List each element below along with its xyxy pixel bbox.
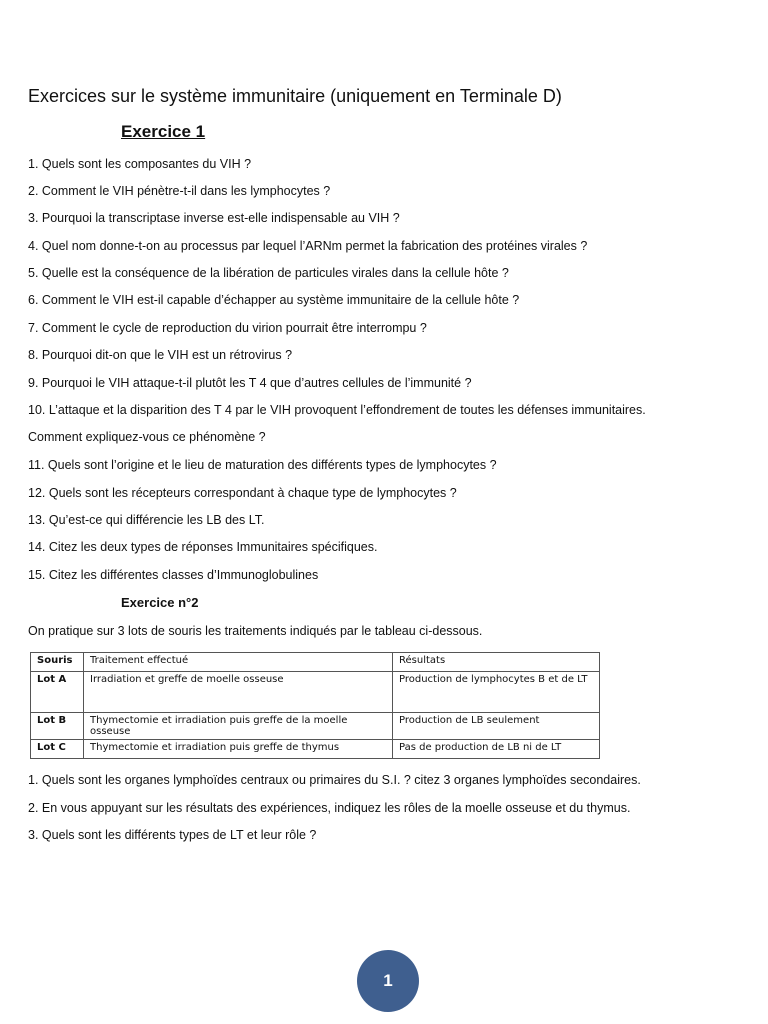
table-cell-result: Production de lymphocytes B et de LT <box>393 672 600 713</box>
ex1-question-continuation: Comment expliquez-vous ce phénomène ? <box>28 430 266 444</box>
ex1-question: 1. Quels sont les composantes du VIH ? <box>28 157 252 171</box>
table-cell-lot: Lot A <box>31 672 84 713</box>
ex1-question: 7. Comment le cycle de reproduction du virion pourrait être interrompu ? <box>28 321 427 335</box>
ex1-question: 4. Quel nom donne-t-on au processus par lequel l’ARNm permet la fabrication des protéines virales ? <box>28 239 588 253</box>
ex1-question: 11. Quels sont l’origine et le lieu de maturation des différents types de lymphocytes ? <box>28 458 497 472</box>
exercise-1-heading: Exercice 1 <box>121 122 206 141</box>
table-header-cell: Traitement effectué <box>84 653 393 672</box>
ex2-question: 1. Quels sont les organes lymphoïdes centraux ou primaires du S.I. ? citez 3 organes lymphoïdes secondaires. <box>28 773 641 787</box>
ex1-question: 5. Quelle est la conséquence de la libération de particules virales dans la cellule hôte ? <box>28 266 509 280</box>
results-table <box>30 652 600 759</box>
ex1-question: 13. Qu’est-ce qui différencie les LB des LT. <box>28 513 265 527</box>
table-header-cell: Résultats <box>393 653 600 672</box>
table-row <box>31 672 600 713</box>
table-cell-result: Production de LB seulement <box>393 713 600 740</box>
document-title: Exercices sur le système immunitaire (uniquement en Terminale D) <box>28 86 562 106</box>
table-row <box>31 713 600 740</box>
table-cell-treatment: Thymectomie et irradiation puis greffe de la moelle osseuse <box>84 713 393 740</box>
table-cell-treatment: Thymectomie et irradiation puis greffe de thymus <box>84 740 393 759</box>
ex1-question: 3. Pourquoi la transcriptase inverse est-elle indispensable au VIH ? <box>28 211 400 225</box>
ex2-question: 3. Quels sont les différents types de LT et leur rôle ? <box>28 828 317 842</box>
ex1-question: 8. Pourquoi dit-on que le VIH est un rétrovirus ? <box>28 348 293 362</box>
page-number-badge: 1 <box>357 950 419 1012</box>
ex1-question: 15. Citez les différentes classes d’Immunoglobulines <box>28 568 319 582</box>
table-cell-lot: Lot C <box>31 740 84 759</box>
exercise-2-intro: On pratique sur 3 lots de souris les traitements indiqués par le tableau ci-dessous. <box>28 624 483 638</box>
ex1-question: 9. Pourquoi le VIH attaque-t-il plutôt les T 4 que d’autres cellules de l’immunité ? <box>28 376 472 390</box>
ex1-question: 6. Comment le VIH est-il capable d’échapper au système immunitaire de la cellule hôte ? <box>28 293 520 307</box>
ex1-question: 12. Quels sont les récepteurs correspondant à chaque type de lymphocytes ? <box>28 486 457 500</box>
table-cell-treatment: Irradiation et greffe de moelle osseuse <box>84 672 393 713</box>
table-row <box>31 740 600 759</box>
table-cell-result: Pas de production de LB ni de LT <box>393 740 600 759</box>
table-header-cell: Souris <box>31 653 84 672</box>
table-cell-lot: Lot B <box>31 713 84 740</box>
ex1-question: 10. L’attaque et la disparition des T 4 par le VIH provoquent l’effondrement de toutes les défenses immunitaires. <box>28 403 646 417</box>
ex1-question: 2. Comment le VIH pénètre-t-il dans les lymphocytes ? <box>28 184 331 198</box>
exercise-2-heading: Exercice n°2 <box>121 595 199 610</box>
ex1-question: 14. Citez les deux types de réponses Immunitaires spécifiques. <box>28 540 378 554</box>
ex2-question: 2. En vous appuyant sur les résultats des expériences, indiquez les rôles de la moelle osseuse et du thymus. <box>28 801 631 815</box>
table-header-row <box>31 653 600 672</box>
